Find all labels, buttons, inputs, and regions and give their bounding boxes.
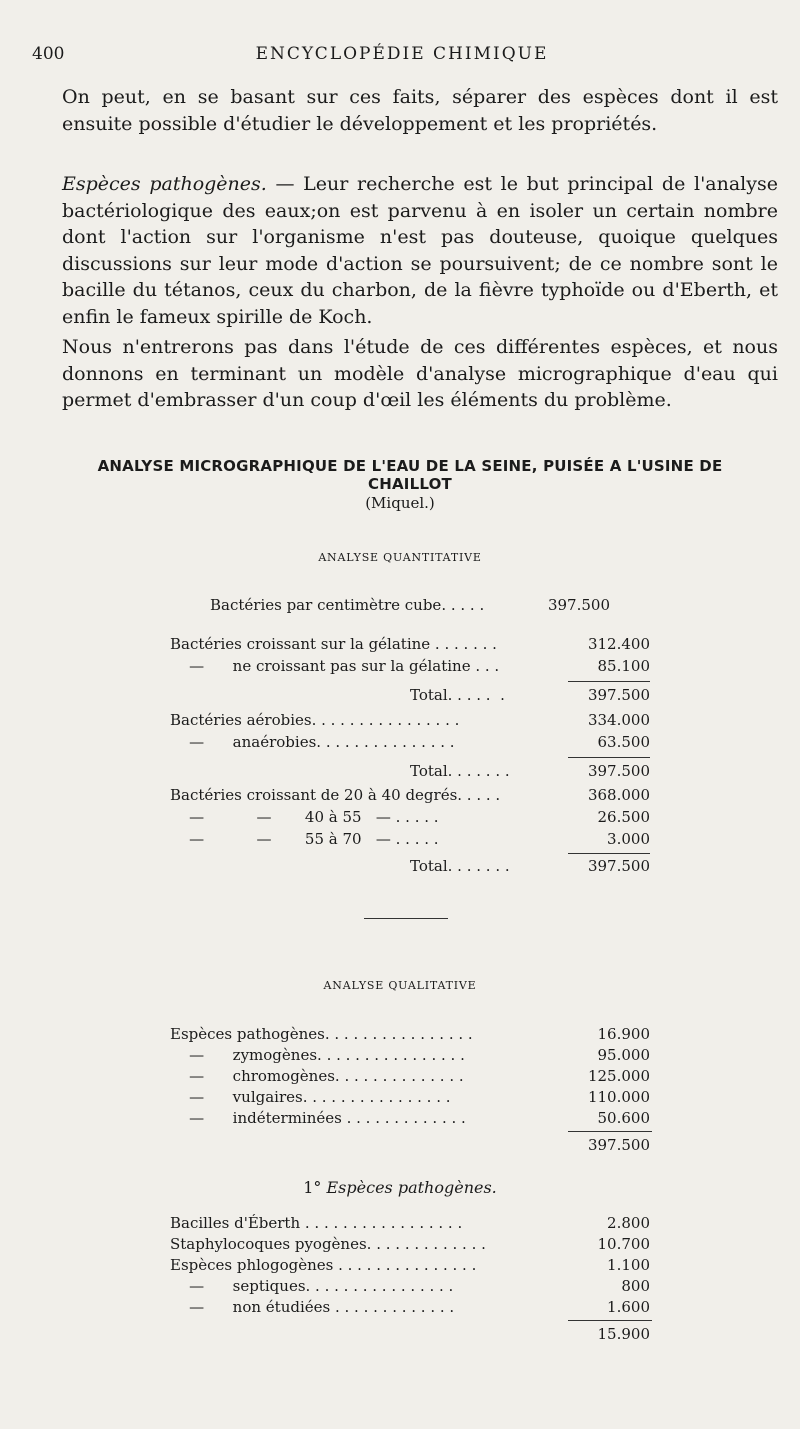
table-row [170, 1277, 650, 1299]
table-row [170, 808, 650, 830]
pathogenic-heading [0, 1178, 800, 1197]
table-row [170, 1046, 650, 1068]
row-label: Bacilles d'Éberth . . . . . . . . . . . . . . . . . [170, 1214, 463, 1232]
analysis-author: (Miquel.) [365, 494, 435, 512]
row-value: 125.000 [587, 1067, 650, 1085]
sum-rule [568, 1131, 652, 1132]
row-label: — vulgaires. . . . . . . . . . . . . . . . [170, 1088, 451, 1106]
table-row [170, 830, 650, 852]
row-value: 50.600 [597, 1109, 650, 1127]
table-row-total [170, 1136, 650, 1158]
paragraph-2-text: — Leur recherche est le but principal de l'analyse bactériologique des eaux;on est parvenu à en isoler un certain nombre dont l'action sur l'organisme n'est pas douteuse, quoique quelques discussions sur leur mode d'action se poursuivent; de ce nombre sont le bacille du tétanos, ceux du charbon, de la fièvre typhoïde ou d'Eberth, et enfin le fameux spirille de Koch. [62, 173, 778, 328]
quantitative-heading: ANALYSE QUANTITATIVE [318, 551, 482, 564]
paragraph-3-text: Nous n'entrerons pas dans l'étude de ces différentes espèces, et nous donnons en terminant un modèle d'analyse micrographique d'eau qui permet d'embrasser d'un coup d'œil les éléments du problème. [62, 336, 778, 411]
table-row-total [170, 686, 650, 708]
analysis-title: ANALYSE MICROGRAPHIQUE DE L'EAU DE LA SEINE, PUISÉE A L'USINE DE CHAILLOT [97, 457, 723, 493]
pathogenic-heading-number: 1° [303, 1178, 322, 1197]
row-label: Total. . . . . . [410, 686, 505, 704]
row-label: — ne croissant pas sur la gélatine . . . [170, 657, 500, 675]
table-row-total [170, 857, 650, 879]
row-label: Bactéries par centimètre cube. . . . . [210, 596, 485, 614]
row-label: — septiques. . . . . . . . . . . . . . . . [170, 1277, 454, 1295]
row-label: — indéterminées . . . . . . . . . . . . . [170, 1109, 466, 1127]
row-value: 368.000 [587, 786, 650, 804]
row-value: 800 [621, 1277, 650, 1295]
row-label: — — 55 à 70 — . . . . . [170, 830, 439, 848]
row-label: — — 40 à 55 — . . . . . [170, 808, 439, 826]
table-row-total [170, 1325, 650, 1347]
row-value: 1.600 [607, 1298, 650, 1316]
table-row-total [170, 762, 650, 784]
row-value: 26.500 [597, 808, 650, 826]
paragraph-2-lead: Espèces pathogènes. [62, 173, 267, 195]
row-value: 1.100 [607, 1256, 650, 1274]
row-value: 16.900 [597, 1025, 650, 1043]
pathogenic-heading-text: Espèces pathogènes. [326, 1178, 497, 1197]
row-value: 397.500 [587, 686, 650, 704]
row-value: 15.900 [597, 1325, 650, 1343]
running-header [32, 44, 772, 68]
table-row [170, 786, 650, 808]
table-row [170, 1298, 650, 1320]
paragraph-1-text: On peut, en se basant sur ces faits, séparer des espèces dont il est ensuite possible d'étudier le développement et les propriétés. [62, 86, 778, 135]
running-title: ENCYCLOPÉDIE CHIMIQUE [255, 44, 549, 64]
row-value: 3.000 [607, 830, 650, 848]
row-value: 397.500 [587, 857, 650, 875]
row-label: Bactéries croissant de 20 à 40 degrés. . . . . [170, 786, 501, 804]
sum-rule [568, 1320, 652, 1321]
row-label: Total. . . . . . . [410, 762, 510, 780]
row-value: 312.400 [587, 635, 650, 653]
row-label: Staphylocoques pyogènes. . . . . . . . . . . . . [170, 1235, 486, 1253]
qualitative-heading: ANALYSE QUALITATIVE [323, 979, 477, 992]
table-row [170, 1214, 650, 1236]
row-label: Espèces pathogènes. . . . . . . . . . . . . . . . [170, 1025, 473, 1043]
table-row [170, 733, 650, 755]
row-value: 95.000 [597, 1046, 650, 1064]
row-label: — non étudiées . . . . . . . . . . . . . [170, 1298, 455, 1316]
row-value: 397.500 [587, 762, 650, 780]
row-value: 85.100 [597, 657, 650, 675]
table-row [170, 1025, 650, 1047]
row-value: 397.500 [587, 1136, 650, 1154]
row-label: — zymogènes. . . . . . . . . . . . . . . . [170, 1046, 465, 1064]
row-label: Bactéries croissant sur la gélatine . . . . . . . [170, 635, 497, 653]
paragraph-3 [62, 334, 778, 414]
row-value: 334.000 [587, 711, 650, 729]
row-label: Total. . . . . . . [410, 857, 510, 875]
section-divider [364, 918, 448, 919]
row-label: Bactéries aérobies. . . . . . . . . . . . . . . . [170, 711, 460, 729]
paragraph-1 [62, 84, 778, 137]
row-label: Espèces phlogogènes . . . . . . . . . . . . . . . [170, 1256, 477, 1274]
sum-rule [568, 757, 650, 758]
row-label: — chromogènes. . . . . . . . . . . . . . [170, 1067, 464, 1085]
page-number: 400 [32, 44, 65, 64]
row-value: 2.800 [607, 1214, 650, 1232]
sum-rule [568, 681, 650, 682]
table-row [210, 596, 610, 618]
row-value: 63.500 [597, 733, 650, 751]
table-row [170, 1067, 650, 1089]
row-value: 10.700 [597, 1235, 650, 1253]
table-row [170, 1109, 650, 1131]
table-row [170, 635, 650, 657]
table-row [170, 711, 650, 733]
row-label: — anaérobies. . . . . . . . . . . . . . . [170, 733, 455, 751]
sum-rule [568, 853, 650, 854]
table-row [170, 1088, 650, 1110]
paragraph-2 [62, 171, 778, 330]
table-row [170, 1235, 650, 1257]
table-row [170, 657, 650, 679]
row-value: 397.500 [547, 596, 610, 614]
row-value: 110.000 [587, 1088, 650, 1106]
table-row [170, 1256, 650, 1278]
